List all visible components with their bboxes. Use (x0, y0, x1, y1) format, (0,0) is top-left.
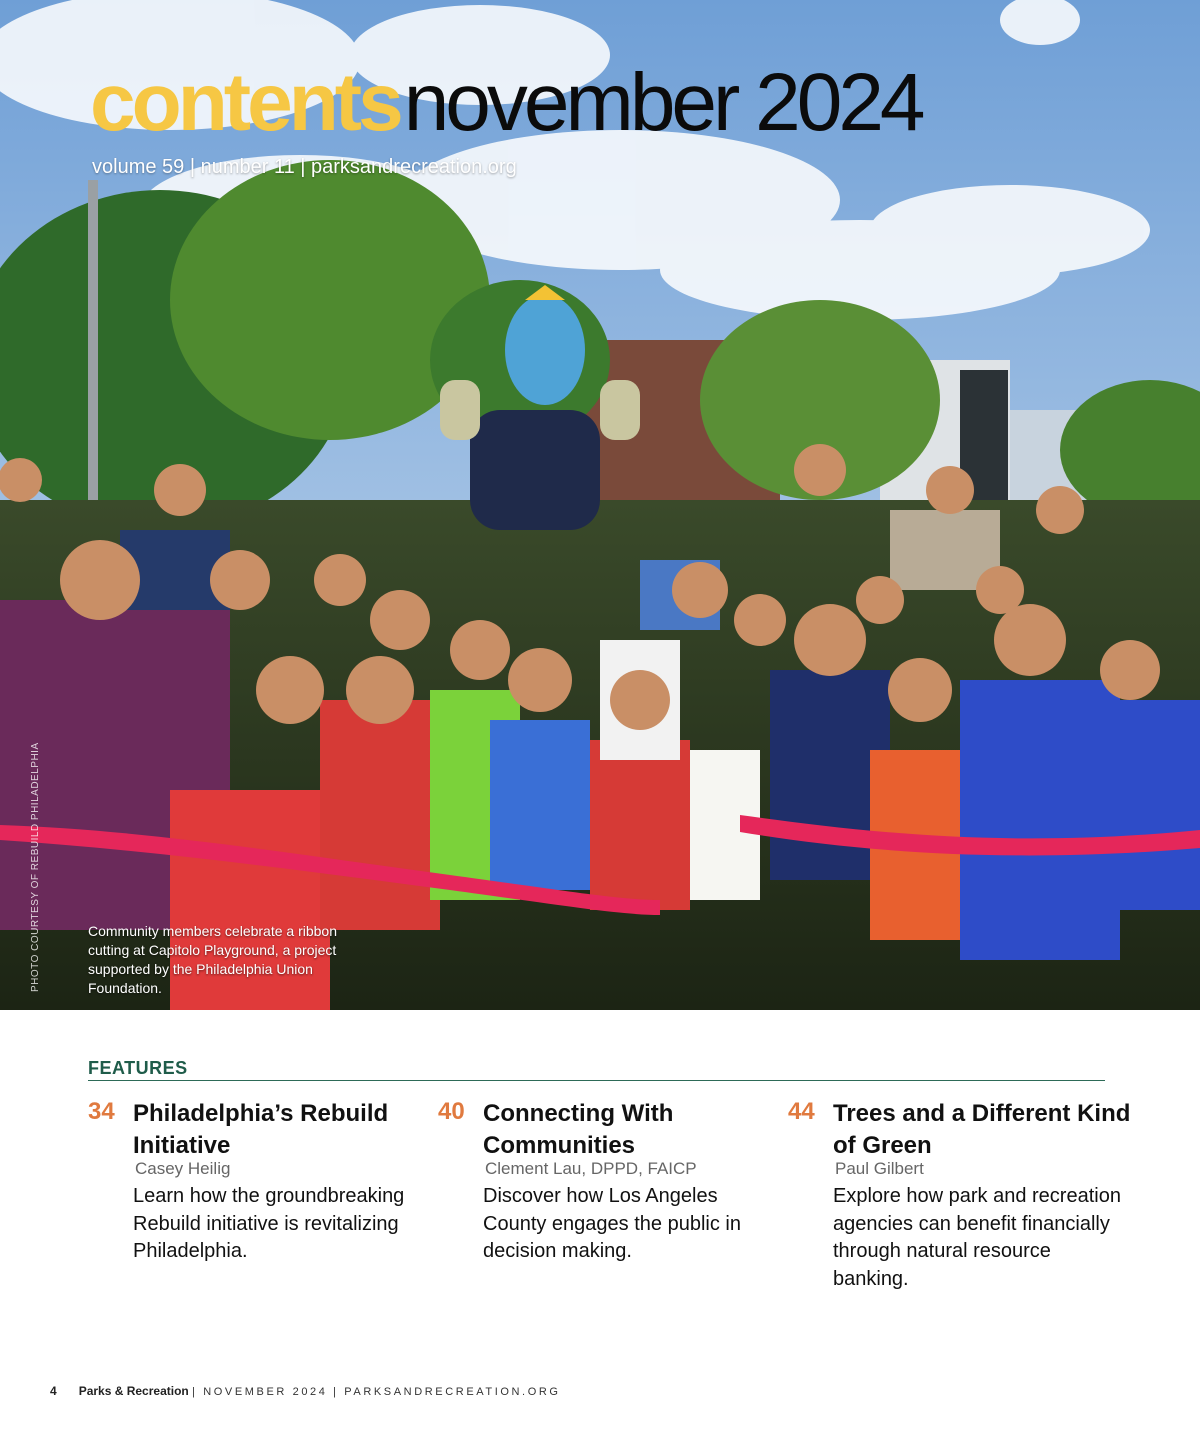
feature-title[interactable]: Connecting With Communities (483, 1100, 674, 1159)
feature-author: Clement Lau, DPPD, FAICP (485, 1159, 697, 1178)
feature-title[interactable]: Trees and a Different Kind of Green (833, 1100, 1131, 1159)
features-label: FEATURES (88, 1058, 188, 1078)
footer-magazine-name: Parks & Recreation (78, 1384, 189, 1398)
footer-issue-info: | NOVEMBER 2024 | PARKSANDRECREATION.ORG (192, 1386, 561, 1398)
feature-page-number: 44 (788, 1098, 815, 1125)
feature-description: Learn how the groundbreaking Rebuild initiative is revitalizing Philadelphia. (133, 1185, 405, 1262)
page-footer (50, 1384, 561, 1398)
issue-info: volume 59 | number 11 | parksandrecreation.org (92, 156, 517, 178)
feature-page-number: 34 (88, 1098, 115, 1125)
photo-credit: PHOTO COURTESY OF REBUILD PHILADELPHIA (30, 742, 41, 992)
photo-caption: Community members celebrate a ribbon cutting at Capitolo Playground, a project supported by the Philadelphia Union Foundation. (88, 923, 337, 996)
light-pole (88, 180, 98, 510)
feature-description: Explore how park and recreation agencies can benefit financially through natural resource banking. (833, 1185, 1121, 1290)
feature-description: Discover how Los Angeles County engages the public in decision making. (483, 1185, 741, 1262)
page-title (90, 57, 922, 148)
feature-author: Paul Gilbert (835, 1159, 924, 1178)
feature-page-number: 40 (438, 1098, 465, 1125)
feature-title[interactable]: Philadelphia’s Rebuild Initiative (133, 1100, 389, 1159)
contents-word: contents (90, 57, 400, 148)
features-heading (88, 1058, 1105, 1081)
footer-page-number: 4 (50, 1384, 57, 1398)
issue-month: november 2024 (403, 57, 922, 148)
feature-author: Casey Heilig (135, 1159, 231, 1178)
